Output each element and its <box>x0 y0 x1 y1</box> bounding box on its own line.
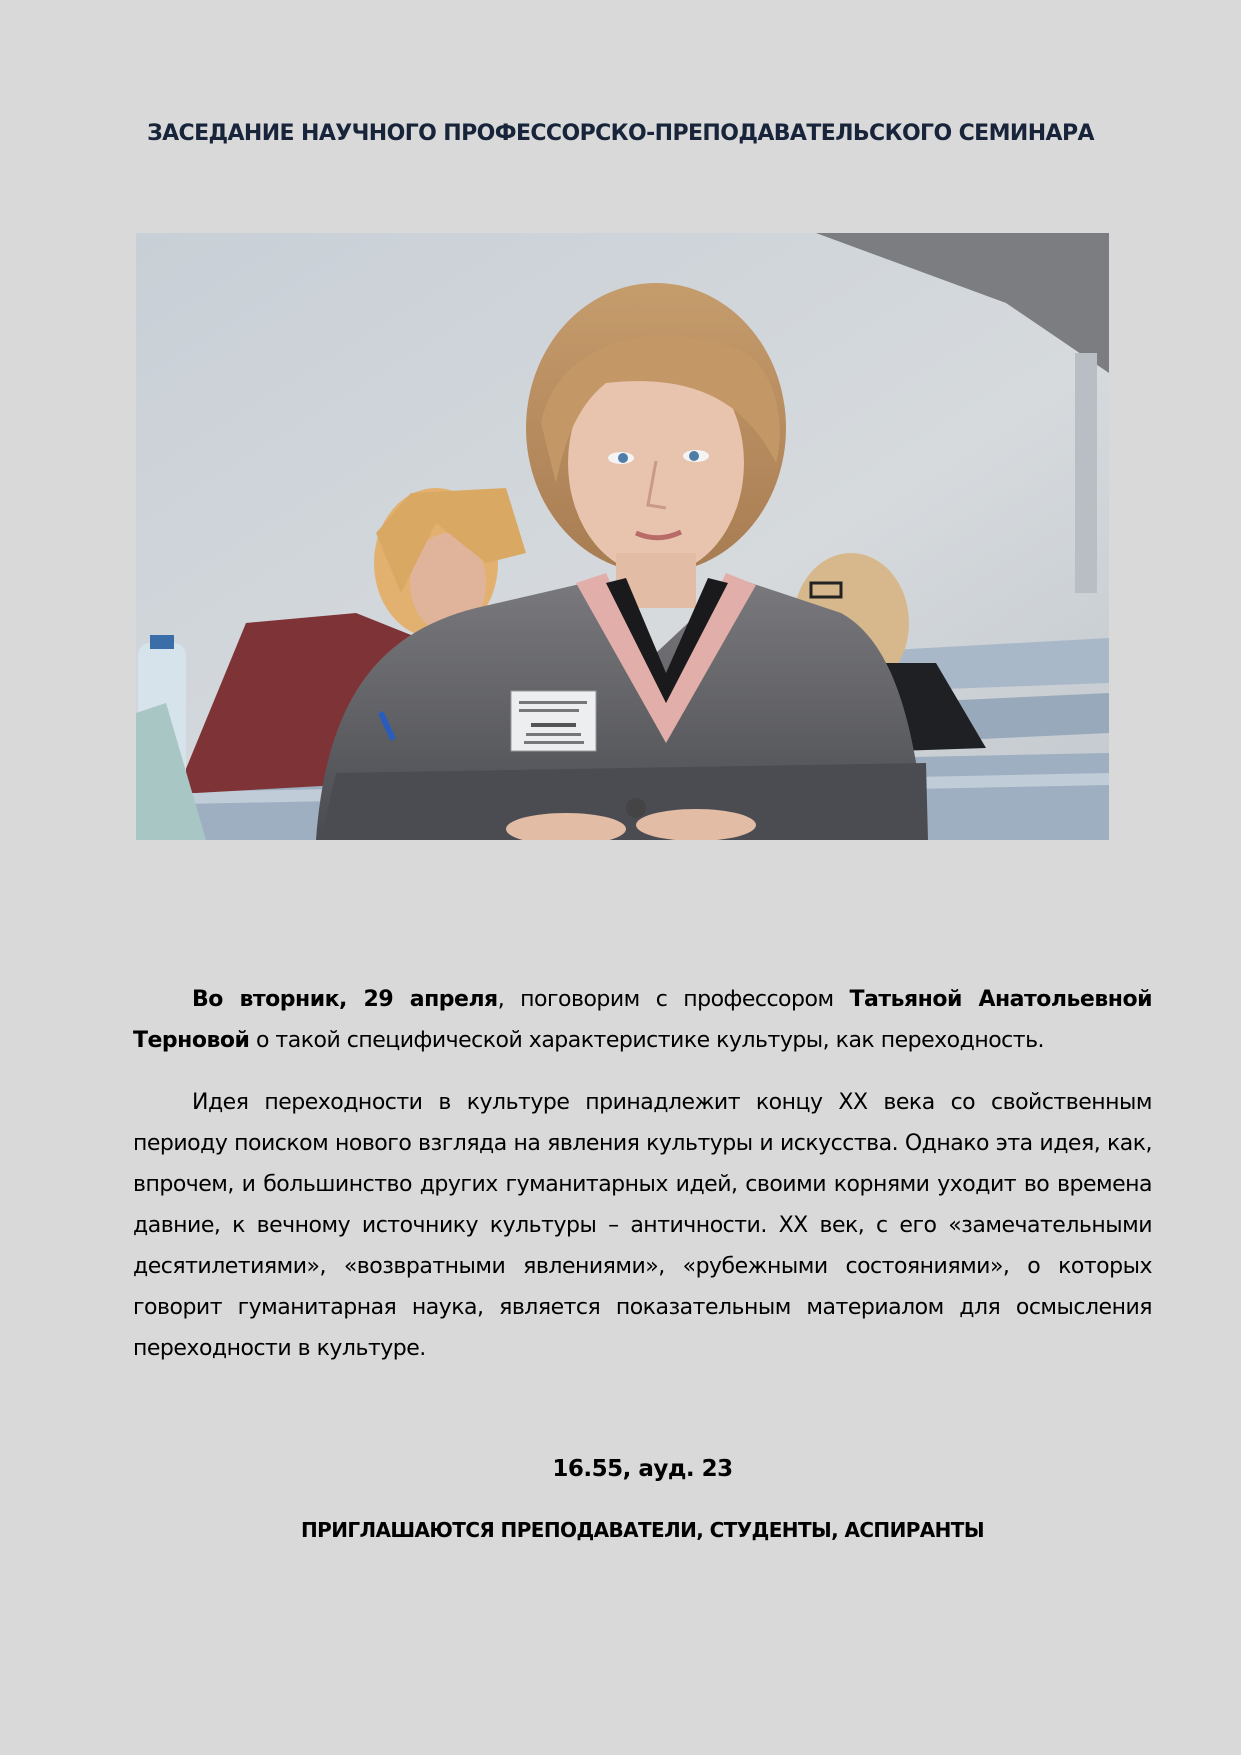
intro-text-a: , поговорим с профессором <box>497 987 850 1012</box>
announcement-body <box>133 979 1152 1390</box>
speaker-name: Татьяной Анатольевной Терновой <box>133 987 1152 1053</box>
time-and-room: 16.55, ауд. 23 <box>552 1456 733 1482</box>
paragraph-intro <box>133 979 1152 1061</box>
intro-text-b: о такой специфической характеристике культуры, как переходность. <box>249 1028 1045 1053</box>
seminar-photo <box>136 233 1109 840</box>
event-date: Во вторник, 29 апреля <box>192 987 498 1012</box>
paragraph-description: Идея переходности в культуре принадлежит концу XX века со свойственным периоду поиском нового взгляда на явления культуры и искусства. Однако эта идея, как, впрочем, и большинство других гуманитарных идей, своими корнями уходит во времена давние, к вечному источнику культуры – античности. XX век, с его «замечательными десятилетиями», «возвратными явлениями», «рубежными состояниями», о которых говорит гуманитарная наука, является показательным материалом для осмысления переходности в культуре. <box>133 1090 1152 1361</box>
invitation-line: ПРИГЛАШАЮТСЯ ПРЕПОДАВАТЕЛИ, СТУДЕНТЫ, АСПИРАНТЫ <box>301 1518 984 1542</box>
page-title: ЗАСЕДАНИЕ НАУЧНОГО ПРОФЕССОРСКО-ПРЕПОДАВАТЕЛЬСКОГО СЕМИНАРА <box>147 121 1094 146</box>
